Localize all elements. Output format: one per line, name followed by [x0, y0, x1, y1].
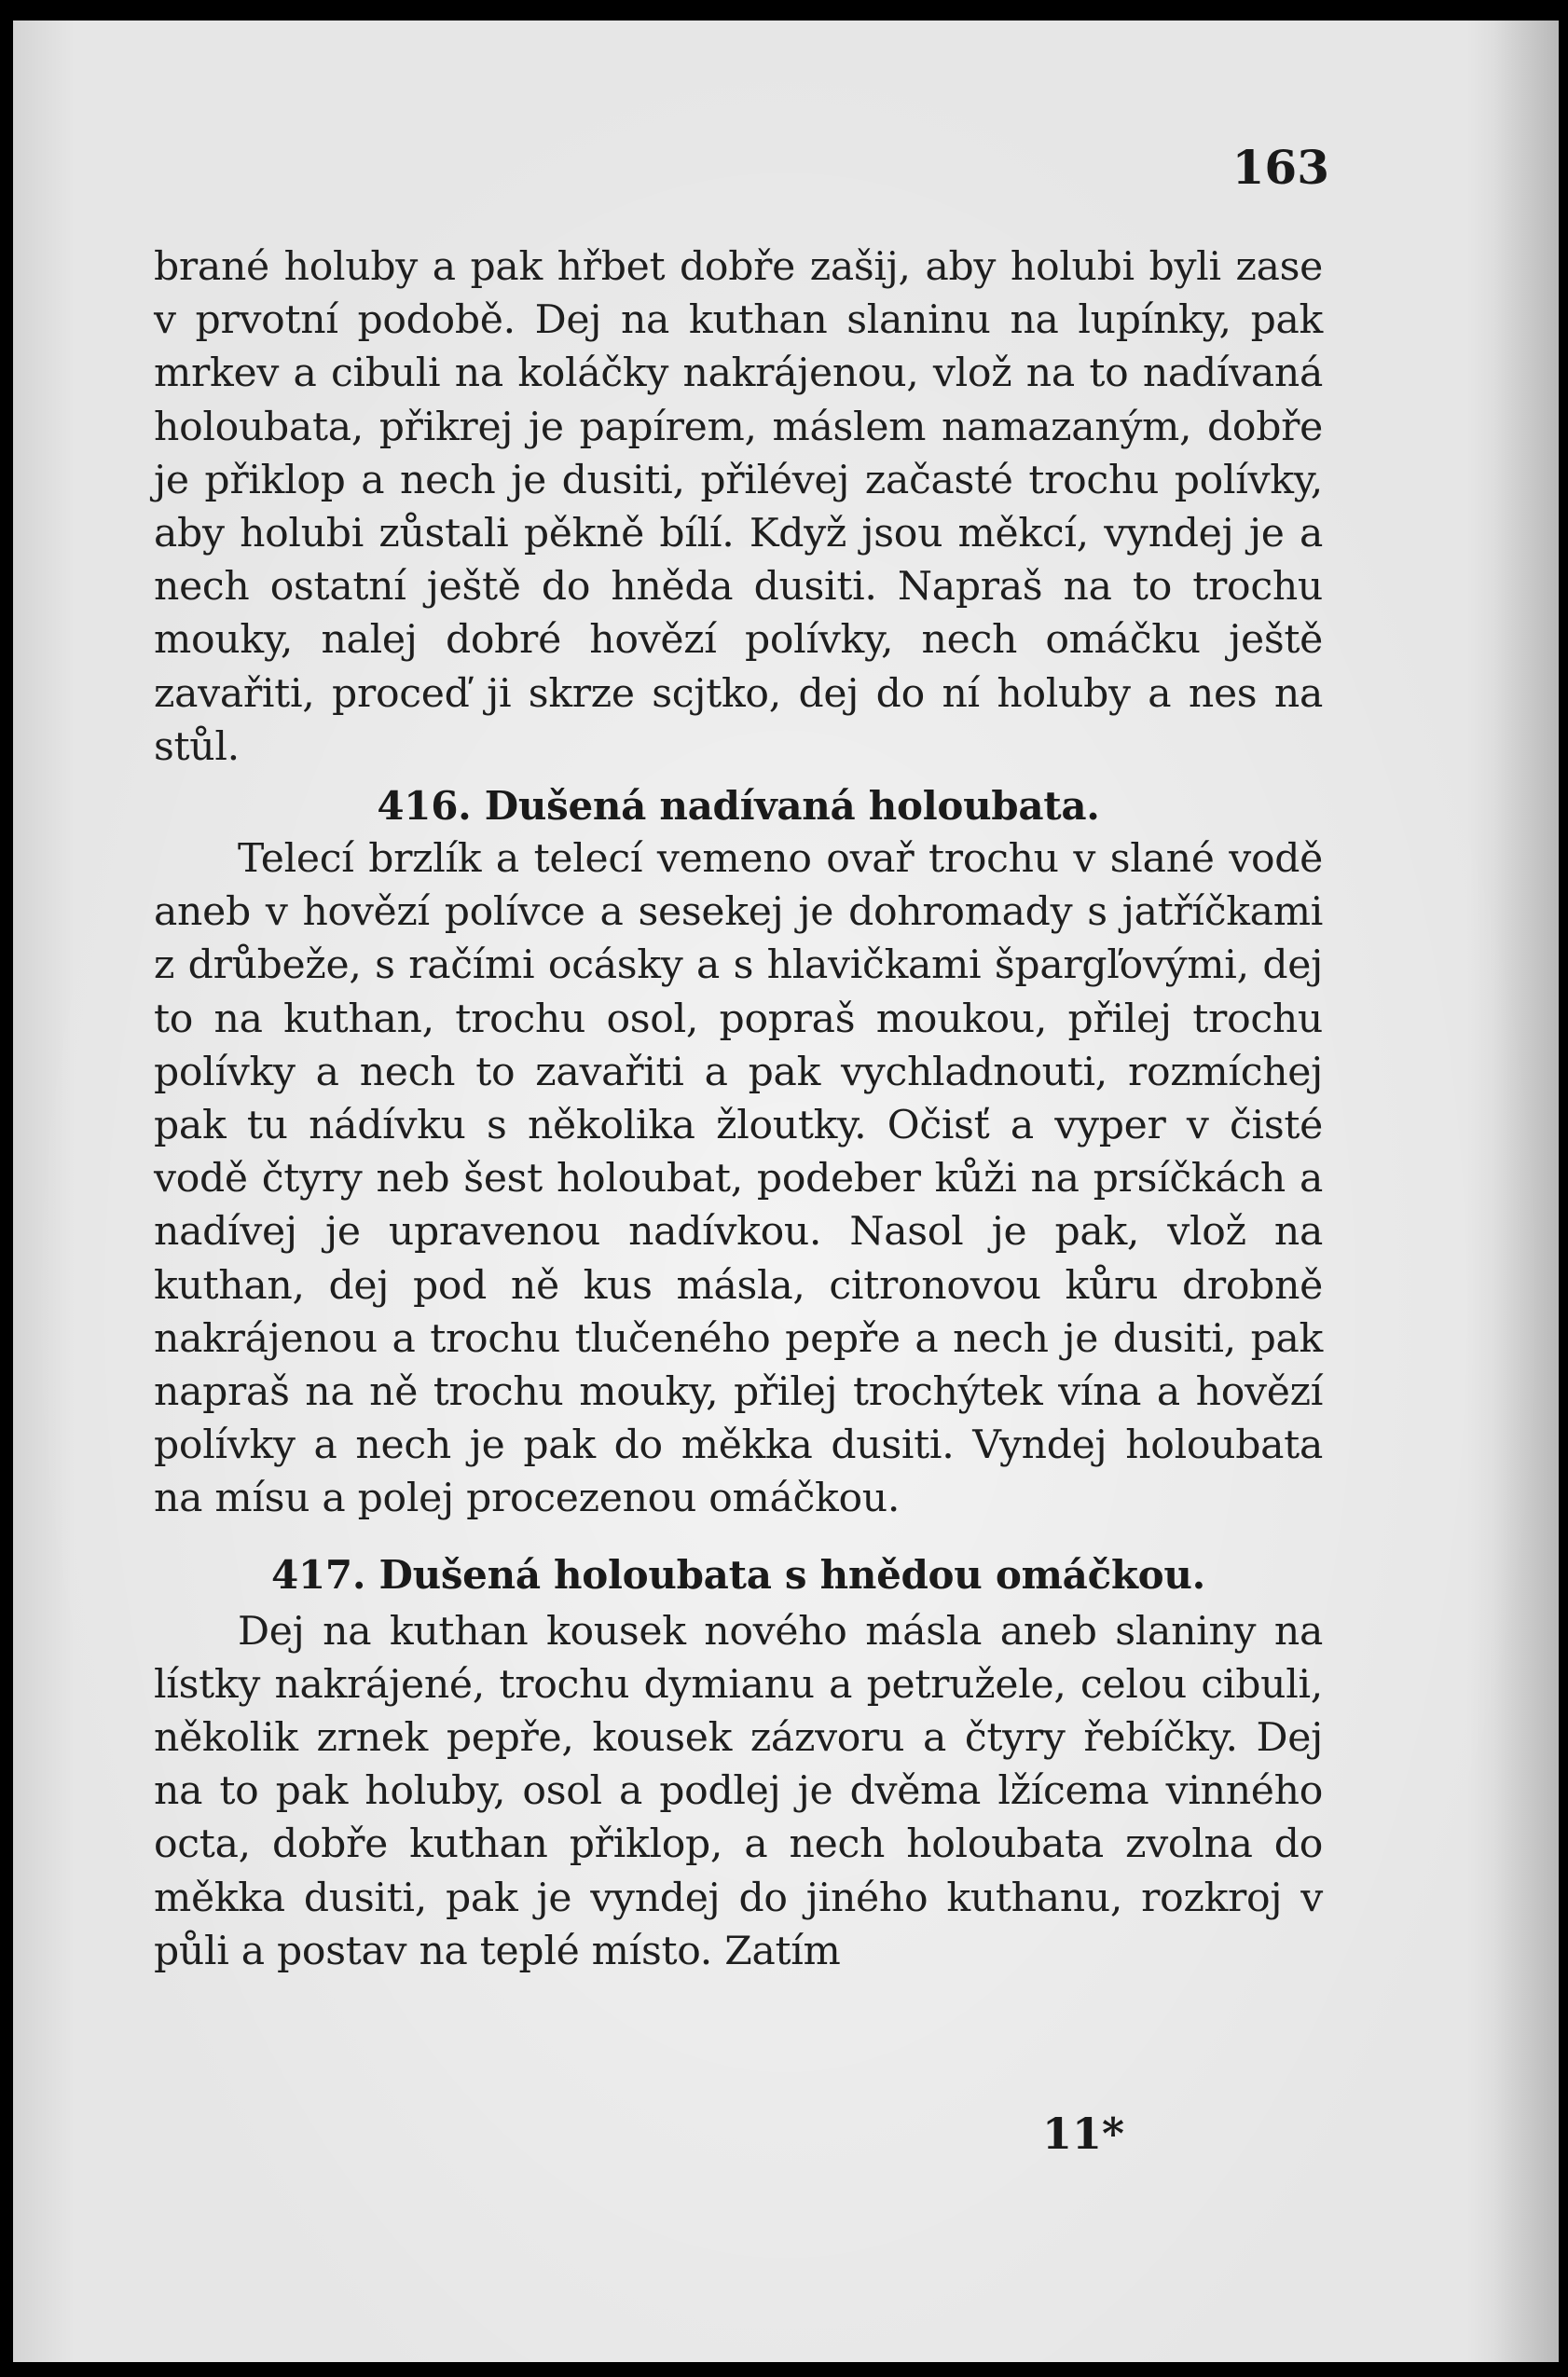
page-number: 163	[1231, 140, 1329, 195]
recipe-417-text: Dej na kuthan kousek nového másla aneb slaniny na lístky nakrájené, trochu dymianu a petružele, celou cibuli, několik zrnek pepře, kousek zázvoru a čtyry řebíčky. Dej na to pak holuby, osol a podlej je dvěma lžícema vinného octa, dobře kuthan přiklop, a nech holoubata zvolna do měkka dusiti, pak je vyndej do jiného kuthanu, rozkroj v půli a postav na teplé místo. Zatím	[154, 1608, 1323, 1974]
book-page	[13, 21, 1559, 2362]
continuation-paragraph: brané holuby a pak hřbet dobře zašij, aby holubi byli zase v prvotní podobě. Dej na kuthan slaninu na lupínky, pak mrkev a cibuli na koláčky nakrájenou, vlož na to nadívaná holoubata, přikrej je papírem, máslem namazaným, dobře je přiklop a nech je dusiti, přilévej začasté trochu polívky, aby holubi zůstali pěkně bílí. Když jsou měkcí, vyndej je a nech ostatní ještě do hněda dusiti. Napraš na to trochu mouky, nalej dobré hovězí polívky, nech omáčku ještě zavařiti, proceď ji skrze scjtko, dej do ní holuby a nes na stůl.	[154, 244, 1323, 770]
page-text	[154, 240, 1323, 1978]
recipe-416-heading: 416. Dušená nadívaná holoubata.	[377, 783, 1100, 830]
recipe-417-heading: 417. Dušená holoubata s hnědou omáčkou.	[271, 1551, 1205, 1598]
signature-mark: 11*	[1042, 2109, 1125, 2159]
recipe-416-text: Telecí brzlík a telecí vemeno ovař trochu v slané vodě aneb v hovězí polívce a sesekej je dohromady s jatříčkami z drůbeže, s račími ocásky a s hlavičkami špargľovými, dej to na kuthan, trochu osol, popraš moukou, přilej trochu polívky a nech to zavařiti a pak vychladnouti, rozmíchej pak tu nádívku s několika žloutky. Očisť a vyper v čisté vodě čtyry neb šest holoubat, podeber kůži na prsíčkách a nadívej je upravenou nadívkou. Nasol je pak, vlož na kuthan, dej pod ně kus másla, citronovou kůru drobně nakrájenou a trochu tlučeného pepře a nech je dusiti, pak napraš na ně trochu mouky, přilej trochýtek vína a hovězí polívky a nech je pak do měkka dusiti. Vyndej holoubata na mísu a polej procezenou omáčkou.	[154, 836, 1323, 1522]
page-edge-shadow	[1493, 21, 1559, 2362]
